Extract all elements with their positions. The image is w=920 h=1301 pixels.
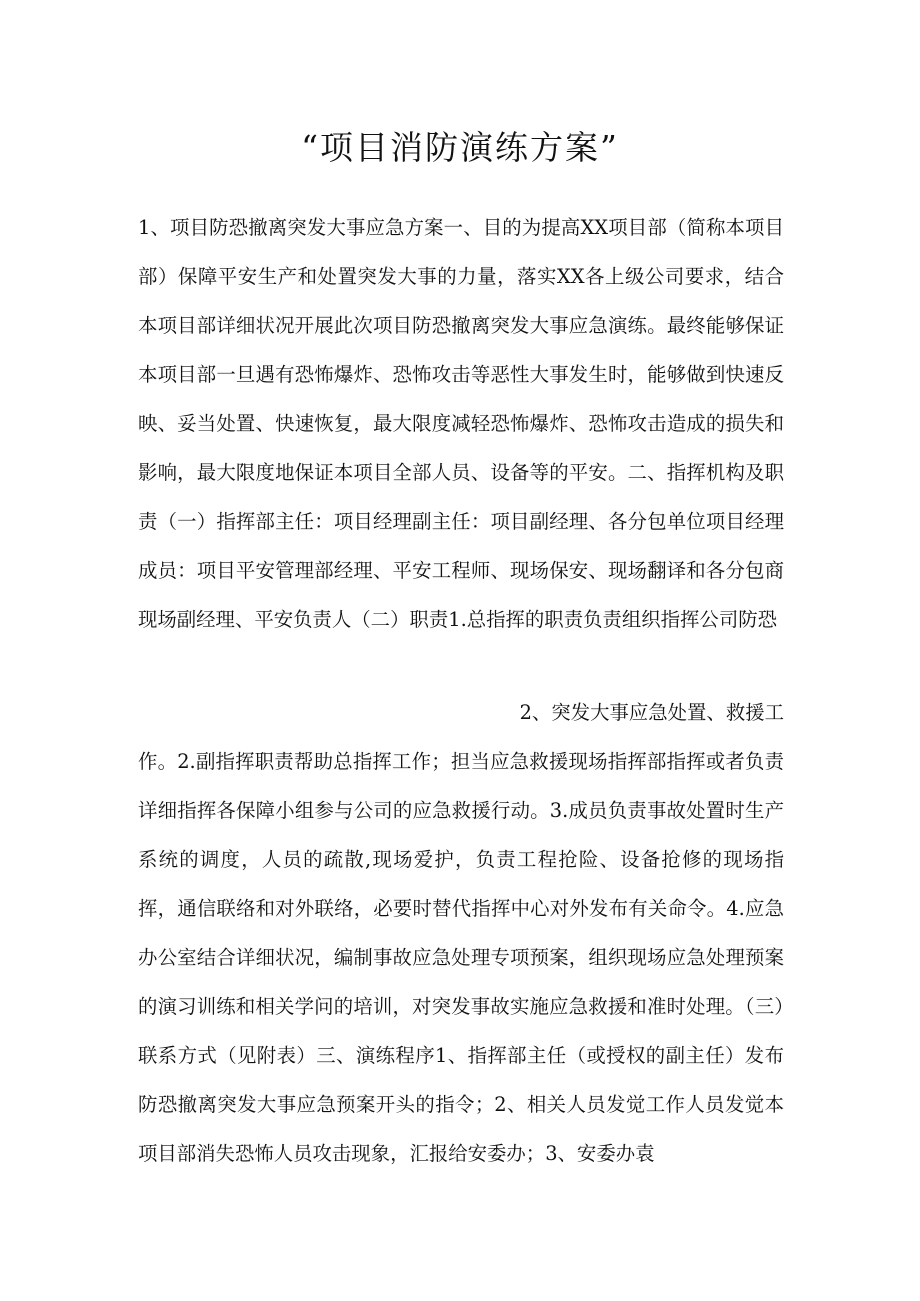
body-paragraph: 作。2.副指挥职责帮助总指挥工作；担当应急救援现场指挥部指挥或者负责详细指挥各保障小组参与公司的应急救援行动。3.成员负责事故处置时生产系统的调度，人员的疏散,现场爱护，负责工程抢险、设备抢修的现场指挥，通信联络和对外联络，必要时替代指挥中心对外发布有关命令。4.应急办公室结合详细状况，编制事故应急处理专项预案，组织现场应急处理预案的演习训练和相关学问的培训，对突发事故实施应急救援和准时处理。（三）联系方式（见附表）三、演练程序1、指挥部主任（或授权的副主任）发布防恐撤离突发大事应急预案开头的指令；2、相关人员发觉工作人员发觉本项目部消失恐怖人员攻击现象，汇报给安委办；3、安委办袁 (138, 750, 784, 1165)
body-paragraph: 1、项目防恐撤离突发大事应急方案一、目的为提高XX项目部（简称本项目部）保障平安生产和处置突发大事的力量，落实XX各上级公司要求，结合本项目部详细状况开展此次项目防恐撤离突发大事应急演练。最终能够保证本项目部一旦遇有恐怖爆炸、恐怖攻击等恶性大事发生时，能够做到快速反映、妥当处置、快速恢复，最大限度减轻恐怖爆炸、恐怖攻击造成的损失和影响，最大限度地保证本项目全部人员、设备等的平安。二、指挥机构及职责（一）指挥部主任：项目经理副主任：项目副经理、各分包单位项目经理成员：项目平安管理部经理、平安工程师、现场保安、现场翻译和各分包商现场副经理、平安负责人（二）职责1.总指挥的职责负责组织指挥公司防恐 (138, 216, 784, 631)
document-title: “项目消防演练方案” (301, 128, 619, 167)
body-paragraph-lead: 2、突发大事应急处置、救援工 (519, 701, 784, 724)
